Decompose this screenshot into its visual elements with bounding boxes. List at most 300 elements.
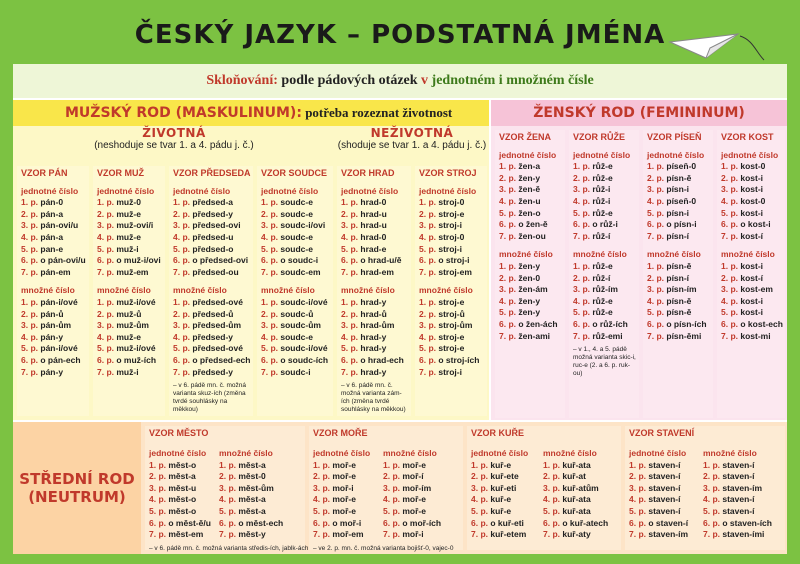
table-row — [173, 367, 251, 379]
case-ending: měst-o — [166, 459, 197, 470]
table-row — [97, 309, 163, 321]
table-row — [573, 273, 637, 285]
case-ending: růž-e — [590, 172, 613, 183]
pattern-title: VZOR KOST — [721, 132, 774, 142]
singular-label: jednotné číslo — [341, 185, 399, 196]
case-ending: měst-a — [236, 505, 266, 516]
case-number: 7. p. — [721, 230, 739, 241]
table-row — [341, 332, 409, 344]
table-row — [573, 219, 637, 231]
singular-label: jednotné číslo — [149, 448, 207, 458]
case-ending: moř-e — [330, 471, 356, 482]
case-ending: hrad-em — [358, 266, 394, 277]
case-ending: měst-o — [166, 494, 197, 505]
case-number: 5. p. — [97, 243, 115, 254]
case-number: 6. p. — [471, 517, 489, 528]
case-ending: soudc-i/ovi — [278, 220, 326, 231]
table-row — [647, 261, 711, 273]
case-number: 6. p. — [219, 517, 237, 528]
case-number: 7. p. — [97, 366, 115, 377]
case-ending: předsed-y — [190, 331, 234, 342]
pattern-title: VZOR HRAD — [341, 168, 395, 178]
table-row — [573, 161, 637, 173]
table-row — [219, 506, 283, 518]
table-row — [261, 255, 331, 267]
table-row — [341, 367, 409, 379]
table-row — [629, 494, 688, 506]
case-ending: hrad-y — [358, 366, 387, 377]
declension-column — [629, 428, 781, 446]
case-number: 2. p. — [173, 308, 191, 319]
case-ending: žen-ou — [516, 230, 546, 241]
table-row — [261, 267, 331, 279]
case-number: 7. p. — [499, 230, 517, 241]
case-ending: pán-a — [38, 231, 64, 242]
pattern-title: VZOR PÁN — [21, 168, 68, 178]
case-number: 6. p. — [341, 354, 359, 365]
case-number: 3. p. — [419, 220, 437, 231]
table-row — [21, 255, 87, 267]
case-ending: měst-ům — [236, 482, 274, 493]
table-row — [97, 297, 163, 309]
case-ending: pán-ů — [38, 308, 64, 319]
table-row — [21, 320, 87, 332]
case-ending: kuř-e — [488, 494, 512, 505]
case-ending: muž-ovi/i — [114, 220, 154, 231]
declension-column — [573, 132, 637, 378]
case-ending: o hrad-ech — [358, 354, 404, 365]
case-ending: kost-mi — [738, 330, 771, 341]
case-ending: růž-í — [590, 230, 611, 241]
table-row — [573, 196, 637, 208]
case-number: 5. p. — [219, 505, 237, 516]
table-row — [383, 529, 441, 541]
case-number: 2. p. — [647, 172, 665, 183]
plural-label: množné číslo — [721, 249, 775, 260]
table-row — [21, 332, 87, 344]
masculine-note: potřeba rozeznat životnost — [301, 105, 453, 120]
case-ending: stroj-0 — [436, 197, 465, 208]
case-ending: kost-i — [738, 184, 764, 195]
singular-label: jednotné číslo — [573, 149, 631, 160]
case-ending: hrad-y — [358, 296, 387, 307]
case-ending: moř-i — [330, 482, 354, 493]
case-ending: růž-emi — [590, 330, 623, 341]
case-ending: předsed-y — [190, 208, 234, 219]
case-number: 1. p. — [21, 197, 39, 208]
case-number: 7. p. — [21, 366, 39, 377]
case-number: 5. p. — [21, 243, 39, 254]
case-ending: předsed-ům — [190, 320, 242, 331]
pattern-title: VZOR STAVENÍ — [629, 428, 695, 438]
case-number: 2. p. — [261, 308, 279, 319]
table-row — [721, 273, 783, 285]
case-ending: o stroj-i — [436, 255, 470, 266]
case-number: 3. p. — [573, 184, 591, 195]
case-number: 2. p. — [721, 272, 739, 283]
inanimate-header — [335, 128, 489, 151]
case-ending: měst-0 — [236, 471, 266, 482]
table-row — [629, 518, 688, 530]
case-ending: žen-ami — [516, 330, 551, 341]
case-number: 4. p. — [21, 231, 39, 242]
table-row — [647, 307, 711, 319]
case-number: 1. p. — [703, 459, 721, 470]
plural-label: množné číslo — [219, 448, 273, 458]
table-row — [647, 184, 711, 196]
table-row — [419, 297, 485, 309]
case-number: 7. p. — [703, 529, 721, 540]
case-number: 6. p. — [97, 354, 115, 365]
case-number: 6. p. — [721, 219, 739, 230]
table-row — [341, 309, 409, 321]
case-ending: moř-i — [400, 529, 424, 540]
table-row — [703, 529, 772, 541]
case-number: 2. p. — [721, 172, 739, 183]
case-ending: hrad-ům — [358, 320, 395, 331]
case-ending: moř-e — [400, 459, 426, 470]
declension-column — [97, 168, 163, 378]
case-number: 3. p. — [173, 220, 191, 231]
table-row — [219, 460, 283, 472]
case-ending: předsed-a — [190, 197, 234, 208]
table-row — [419, 320, 485, 332]
spacer — [419, 278, 485, 283]
case-number: 7. p. — [721, 330, 739, 341]
case-number: 5. p. — [149, 505, 167, 516]
case-ending: o předsed-ech — [190, 354, 251, 365]
case-number: 1. p. — [573, 161, 591, 172]
case-number: 2. p. — [383, 471, 401, 482]
case-ending: měst-o — [166, 505, 197, 516]
table-row — [721, 261, 783, 273]
case-number: 4. p. — [97, 231, 115, 242]
table-row — [721, 184, 783, 196]
declension-column — [341, 168, 409, 414]
declension-column — [173, 168, 251, 414]
case-ending: předsed-ové — [190, 343, 243, 354]
feminine-header: ŽENSKÝ ROD (FEMININUM) — [491, 100, 787, 126]
case-ending: o růž-i — [590, 219, 618, 230]
table-row — [573, 331, 637, 343]
case-number: 3. p. — [341, 220, 359, 231]
case-ending: písn-ě — [664, 307, 692, 318]
case-ending: žen-0 — [516, 272, 541, 283]
table-row — [383, 460, 441, 472]
case-ending: stroj-0 — [436, 231, 465, 242]
table-row — [219, 529, 283, 541]
singular-label: jednotné číslo — [21, 185, 79, 196]
case-number: 3. p. — [173, 320, 191, 331]
case-number: 2. p. — [313, 471, 331, 482]
table-row — [543, 494, 608, 506]
declension-note: – v 6. pádě mn. č. možná varianta zám-ích (změna tvrdé souhlásky na měkkou) — [341, 382, 406, 414]
case-number: 6. p. — [573, 219, 591, 230]
table-row — [341, 255, 409, 267]
declension-column — [419, 168, 485, 378]
table-row — [219, 494, 283, 506]
table-row — [721, 331, 783, 343]
case-number: 1. p. — [471, 459, 489, 470]
table-row — [419, 244, 485, 256]
case-number: 6. p. — [499, 219, 517, 230]
case-ending: muž-0 — [114, 197, 141, 208]
case-ending: kuř-ata — [560, 494, 591, 505]
case-ending: o pán-ovi/u — [38, 255, 86, 266]
case-number: 4. p. — [383, 494, 401, 505]
table-row — [341, 267, 409, 279]
case-number: 4. p. — [97, 331, 115, 342]
table-row — [261, 197, 331, 209]
case-number: 5. p. — [383, 505, 401, 516]
case-number: 3. p. — [21, 320, 39, 331]
case-number: 6. p. — [21, 354, 39, 365]
case-number: 1. p. — [149, 459, 167, 470]
case-number: 5. p. — [629, 505, 647, 516]
spacer — [499, 242, 563, 247]
case-ending: o kuř-atech — [560, 517, 609, 528]
case-ending: o moř-i — [330, 517, 362, 528]
table-row — [647, 296, 711, 308]
neuter-header — [13, 422, 141, 554]
case-number: 1. p. — [261, 197, 279, 208]
case-ending: stroj-e — [436, 331, 465, 342]
table-row — [629, 471, 688, 483]
case-ending: soudc-i/ové — [278, 296, 328, 307]
case-number: 4. p. — [543, 494, 561, 505]
case-number: 1. p. — [573, 260, 591, 271]
case-number: 6. p. — [647, 219, 665, 230]
table-row — [97, 255, 163, 267]
case-ending: kuř-aty — [560, 529, 591, 540]
case-ending: písn-i — [664, 207, 690, 218]
plural-label: množné číslo — [383, 448, 437, 458]
table-row — [419, 220, 485, 232]
case-ending: muž-i/ové — [114, 296, 156, 307]
case-number: 7. p. — [341, 266, 359, 277]
case-ending: o staven-ích — [720, 517, 772, 528]
case-ending: staven-í — [646, 482, 681, 493]
case-ending: moř-e — [330, 494, 356, 505]
table-row — [341, 297, 409, 309]
case-number: 4. p. — [419, 331, 437, 342]
table-row — [219, 471, 283, 483]
table-row — [647, 319, 711, 331]
case-ending: stroj-em — [436, 266, 472, 277]
plural-label: množné číslo — [499, 249, 553, 260]
case-number: 5. p. — [261, 343, 279, 354]
case-ending: měst-a — [166, 471, 196, 482]
declension-note: – v 6. pádě mn. č. možná varianta skuz-ích (změna tvrdé souhlásky na měkkou) — [173, 382, 246, 414]
case-ending: kost-i — [738, 307, 764, 318]
table-row — [341, 220, 409, 232]
case-ending: moř-em — [330, 529, 364, 540]
table-row — [499, 273, 563, 285]
table-row — [419, 332, 485, 344]
singular-label: jednotné číslo — [97, 185, 155, 196]
case-number: 7. p. — [149, 529, 167, 540]
case-number: 5. p. — [341, 343, 359, 354]
case-ending: o žen-ě — [516, 219, 548, 230]
table-row — [629, 460, 688, 472]
case-number: 7. p. — [543, 529, 561, 540]
table-row — [419, 343, 485, 355]
declension-column — [21, 168, 87, 378]
case-ending: hrad-0 — [358, 197, 387, 208]
case-ending: hrad-ů — [358, 308, 387, 319]
plural-column — [383, 446, 441, 541]
case-number: 5. p. — [313, 505, 331, 516]
spacer — [573, 242, 637, 247]
subtitle-part: podle pádových otázek — [277, 73, 422, 88]
case-number: 2. p. — [97, 208, 115, 219]
table-row — [173, 255, 251, 267]
case-number: 4. p. — [313, 494, 331, 505]
case-number: 1. p. — [313, 459, 331, 470]
case-number: 1. p. — [341, 197, 359, 208]
case-ending: muž-ům — [114, 320, 149, 331]
table-row — [499, 196, 563, 208]
case-number: 7. p. — [647, 330, 665, 341]
case-ending: hrad-e — [358, 243, 387, 254]
table-row — [647, 161, 711, 173]
table-row — [419, 367, 485, 379]
case-number: 4. p. — [341, 331, 359, 342]
case-ending: písn-ě — [664, 295, 692, 306]
case-ending: předsed-ů — [190, 308, 234, 319]
case-number: 6. p. — [149, 517, 167, 528]
table-row — [471, 483, 528, 495]
plural-column — [219, 446, 283, 541]
case-ending: o růž-ích — [590, 318, 628, 329]
case-ending: soudc-e — [278, 197, 313, 208]
case-number: 3. p. — [261, 320, 279, 331]
subtitle-part: čísle — [568, 73, 594, 88]
pattern-title: VZOR STROJ — [419, 168, 477, 178]
singular-label: jednotné číslo — [173, 185, 231, 196]
case-number: 7. p. — [21, 266, 39, 277]
table-row — [499, 161, 563, 173]
case-ending: hrad-u — [358, 208, 387, 219]
case-number: 1. p. — [419, 197, 437, 208]
case-ending: o stroj-ích — [436, 354, 480, 365]
table-row — [261, 244, 331, 256]
table-row — [573, 184, 637, 196]
inanimate-note: (shoduje se tvar 1. a 4. pádu j. č.) — [337, 140, 487, 151]
case-ending: kuř-at — [560, 471, 586, 482]
case-number: 7. p. — [647, 230, 665, 241]
plural-column — [703, 446, 772, 541]
table-row — [471, 506, 528, 518]
table-row — [647, 284, 711, 296]
case-number: 6. p. — [499, 318, 517, 329]
case-number: 2. p. — [149, 471, 167, 482]
case-ending: pán-ům — [38, 320, 72, 331]
case-ending: staven-í — [720, 471, 755, 482]
table-row — [21, 267, 87, 279]
case-number: 7. p. — [629, 529, 647, 540]
case-ending: moř-í — [400, 471, 424, 482]
case-ending: o kost-i — [738, 219, 771, 230]
spacer — [173, 278, 251, 283]
table-row — [499, 184, 563, 196]
case-number: 5. p. — [499, 207, 517, 218]
table-row — [261, 367, 331, 379]
case-number: 4. p. — [703, 494, 721, 505]
case-number: 1. p. — [499, 161, 517, 172]
case-ending: předsed-ovi — [190, 220, 241, 231]
case-ending: stroj-ům — [436, 320, 473, 331]
case-ending: staven-í — [720, 505, 755, 516]
case-ending: hrad-y — [358, 331, 387, 342]
case-number: 4. p. — [173, 231, 191, 242]
table-row — [573, 208, 637, 220]
case-number: 6. p. — [573, 318, 591, 329]
case-number: 6. p. — [703, 517, 721, 528]
case-number: 3. p. — [471, 482, 489, 493]
spacer — [21, 278, 87, 283]
case-number: 5. p. — [721, 307, 739, 318]
table-row — [419, 355, 485, 367]
case-number: 6. p. — [173, 354, 191, 365]
pattern-title: VZOR PŘEDSEDA — [173, 168, 251, 178]
table-row — [703, 483, 772, 495]
case-ending: předsed-y — [190, 366, 234, 377]
case-number: 5. p. — [341, 243, 359, 254]
table-row — [499, 296, 563, 308]
table-row — [261, 309, 331, 321]
case-number: 5. p. — [21, 343, 39, 354]
table-row — [471, 460, 528, 472]
table-row — [97, 209, 163, 221]
case-ending: muž-ů — [114, 308, 142, 319]
case-number: 3. p. — [721, 184, 739, 195]
case-number: 4. p. — [573, 295, 591, 306]
case-ending: soudc-i/ové — [278, 343, 328, 354]
pattern-title: VZOR MĚSTO — [149, 428, 209, 438]
case-ending: růž-e — [590, 307, 613, 318]
case-ending: kuř-e — [488, 459, 512, 470]
case-number: 1. p. — [219, 459, 237, 470]
case-number: 6. p. — [647, 318, 665, 329]
table-row — [647, 273, 711, 285]
case-number: 5. p. — [261, 243, 279, 254]
case-ending: kuř-etem — [488, 529, 527, 540]
table-row — [721, 319, 783, 331]
case-number: 4. p. — [629, 494, 647, 505]
case-number: 3. p. — [313, 482, 331, 493]
case-ending: žen-y — [516, 260, 541, 271]
case-ending: soudc-e — [278, 243, 313, 254]
case-ending: muž-e — [114, 331, 141, 342]
case-ending: o kuř-eti — [488, 517, 524, 528]
table-row — [173, 297, 251, 309]
plural-label: množné číslo — [261, 285, 315, 296]
case-number: 5. p. — [173, 243, 191, 254]
case-number: 2. p. — [703, 471, 721, 482]
case-ending: o muž-i/ovi — [114, 255, 161, 266]
case-ending: soudc-i — [278, 366, 311, 377]
table-row — [97, 332, 163, 344]
subtitle-part: Skloňování: — [206, 73, 278, 88]
table-row — [721, 296, 783, 308]
case-number: 1. p. — [721, 260, 739, 271]
subtitle-part: jednotném i množném — [428, 73, 569, 88]
case-ending: žen-o — [516, 207, 541, 218]
case-ending: předsed-ou — [190, 266, 239, 277]
case-number: 7. p. — [499, 330, 517, 341]
case-ending: muž-i — [114, 243, 139, 254]
